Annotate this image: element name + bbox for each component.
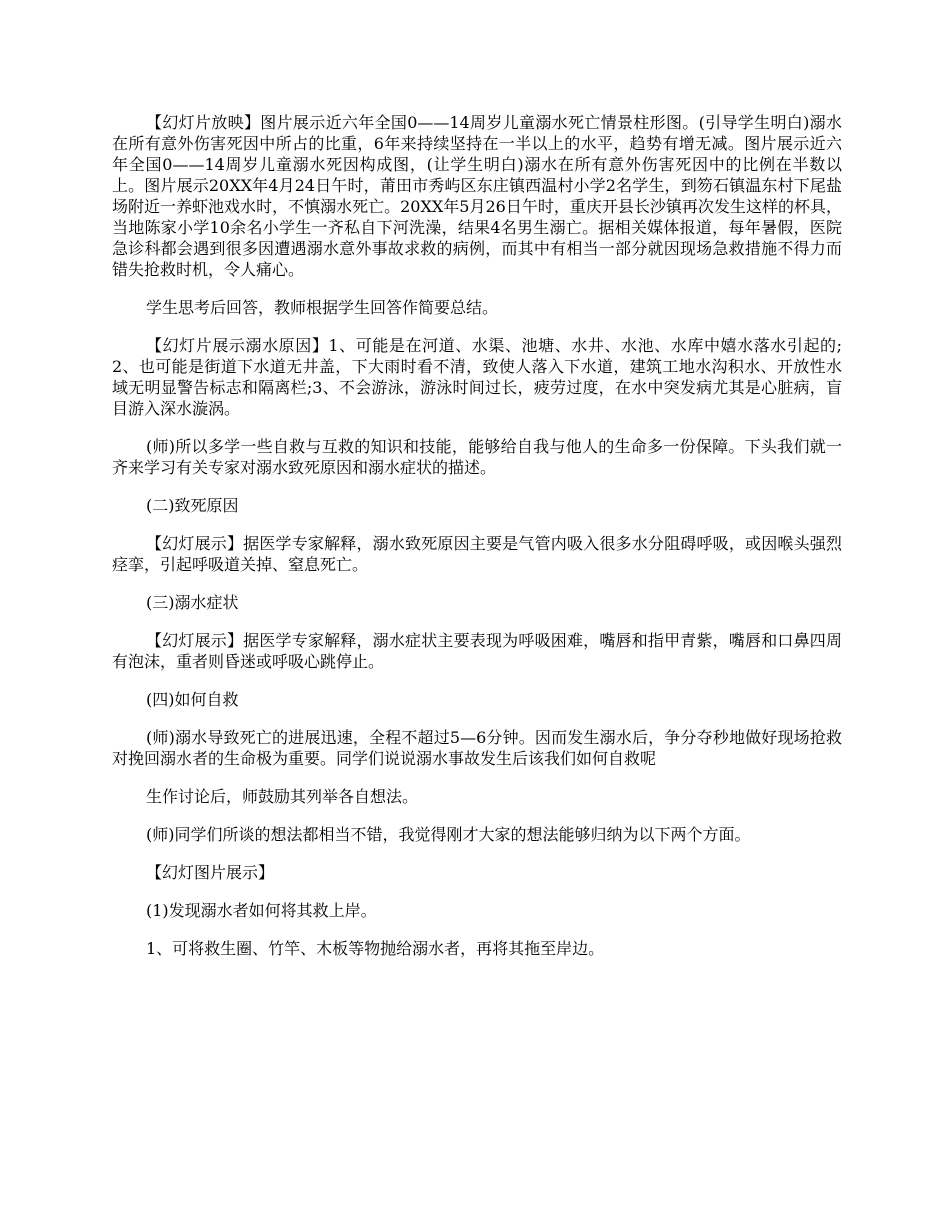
paragraph-teacher-summary: (师)同学们所谈的想法都相当不错，我觉得刚才大家的想法能够归纳为以下两个方面。 <box>146 825 751 844</box>
document-page <box>112 112 842 976</box>
heading-symptoms: (三)溺水症状 <box>146 593 239 612</box>
paragraph-slide-statistics: 【幻灯片放映】图片展示近六年全国0——14周岁儿童溺水死亡情景柱形图。(引导学生明白)溺水在所有意外伤害死因中所占的比重，6年来持续坚持在一半以上的水平，趋势有增无减。图片展示近六年全国0——14周岁儿童溺水死因构成图，(让学生明白)溺水在所有意外伤害死因中的比例在半数以上。图片展示20XX年4月24日午时，莆田市秀屿区东庄镇西温村小学2名学生，到笏石镇温东村下尾盐场附近一养虾池戏水时，不慎溺水死亡。20XX年5月26日午时，重庆开县长沙镇再次发生这样的杯具，当地陈家小学10余名小学生一齐私自下河洗澡，结果4名男生溺亡。据相关媒体报道，每年暑假，医院急诊科都会遇到很多因遭遇溺水意外事故求救的病例，而其中有相当一部分就因现场急救措施不得力而错失抢救时机，令人痛心。 <box>112 113 842 279</box>
paragraph-self-rescue-question: (师)溺水导致死亡的进展迅速，全程不超过5—6分钟。因而发生溺水后，争分夺秒地做好现场抢救对挽回溺水者的生命极为重要。同学们说说溺水事故发生后该我们如何自救呢 <box>112 728 842 768</box>
heading-self-rescue: (四)如何自救 <box>146 690 239 709</box>
paragraph-teacher-intro: (师)所以多学一些自救与互救的知识和技能，能够给自我与他人的生命多一份保障。下头我们就一齐来学习有关专家对溺水致死原因和溺水症状的描述。 <box>112 437 842 477</box>
paragraph-cause-of-death: 【幻灯展示】据医学专家解释，溺水致死原因主要是气管内吸入很多水分阻碍呼吸，或因喉头强烈痉挛，引起呼吸道关掉、窒息死亡。 <box>112 534 842 574</box>
heading-slide-images: 【幻灯图片展示】 <box>146 863 275 882</box>
paragraph-discussion: 生作讨论后，师鼓励其列举各自想法。 <box>146 787 419 806</box>
heading-cause-of-death: (二)致死原因 <box>146 496 239 515</box>
paragraph-student-answer: 学生思考后回答，教师根据学生回答作简要总结。 <box>146 298 499 317</box>
list-item-throw-float: 1、可将救生圈、竹竿、木板等物抛给溺水者，再将其拖至岸边。 <box>146 939 605 958</box>
list-item-rescue-ashore: (1)发现溺水者如何将其救上岸。 <box>146 901 377 920</box>
paragraph-symptoms: 【幻灯展示】据医学专家解释，溺水症状主要表现为呼吸困难，嘴唇和指甲青紫，嘴唇和口鼻四周有泡沫，重者则昏迷或呼吸心跳停止。 <box>112 631 842 671</box>
paragraph-drowning-causes: 【幻灯片展示溺水原因】1、可能是在河道、水渠、池塘、水井、水池、水库中嬉水落水引起的;2、也可能是街道下水道无井盖，下大雨时看不清，致使人落入下水道，建筑工地水沟积水、开放性水域无明显警告标志和隔离栏;3、不会游泳，游泳时间过长，疲劳过度，在水中突发病尤其是心脏病，盲目游入深水漩涡。 <box>112 336 842 418</box>
